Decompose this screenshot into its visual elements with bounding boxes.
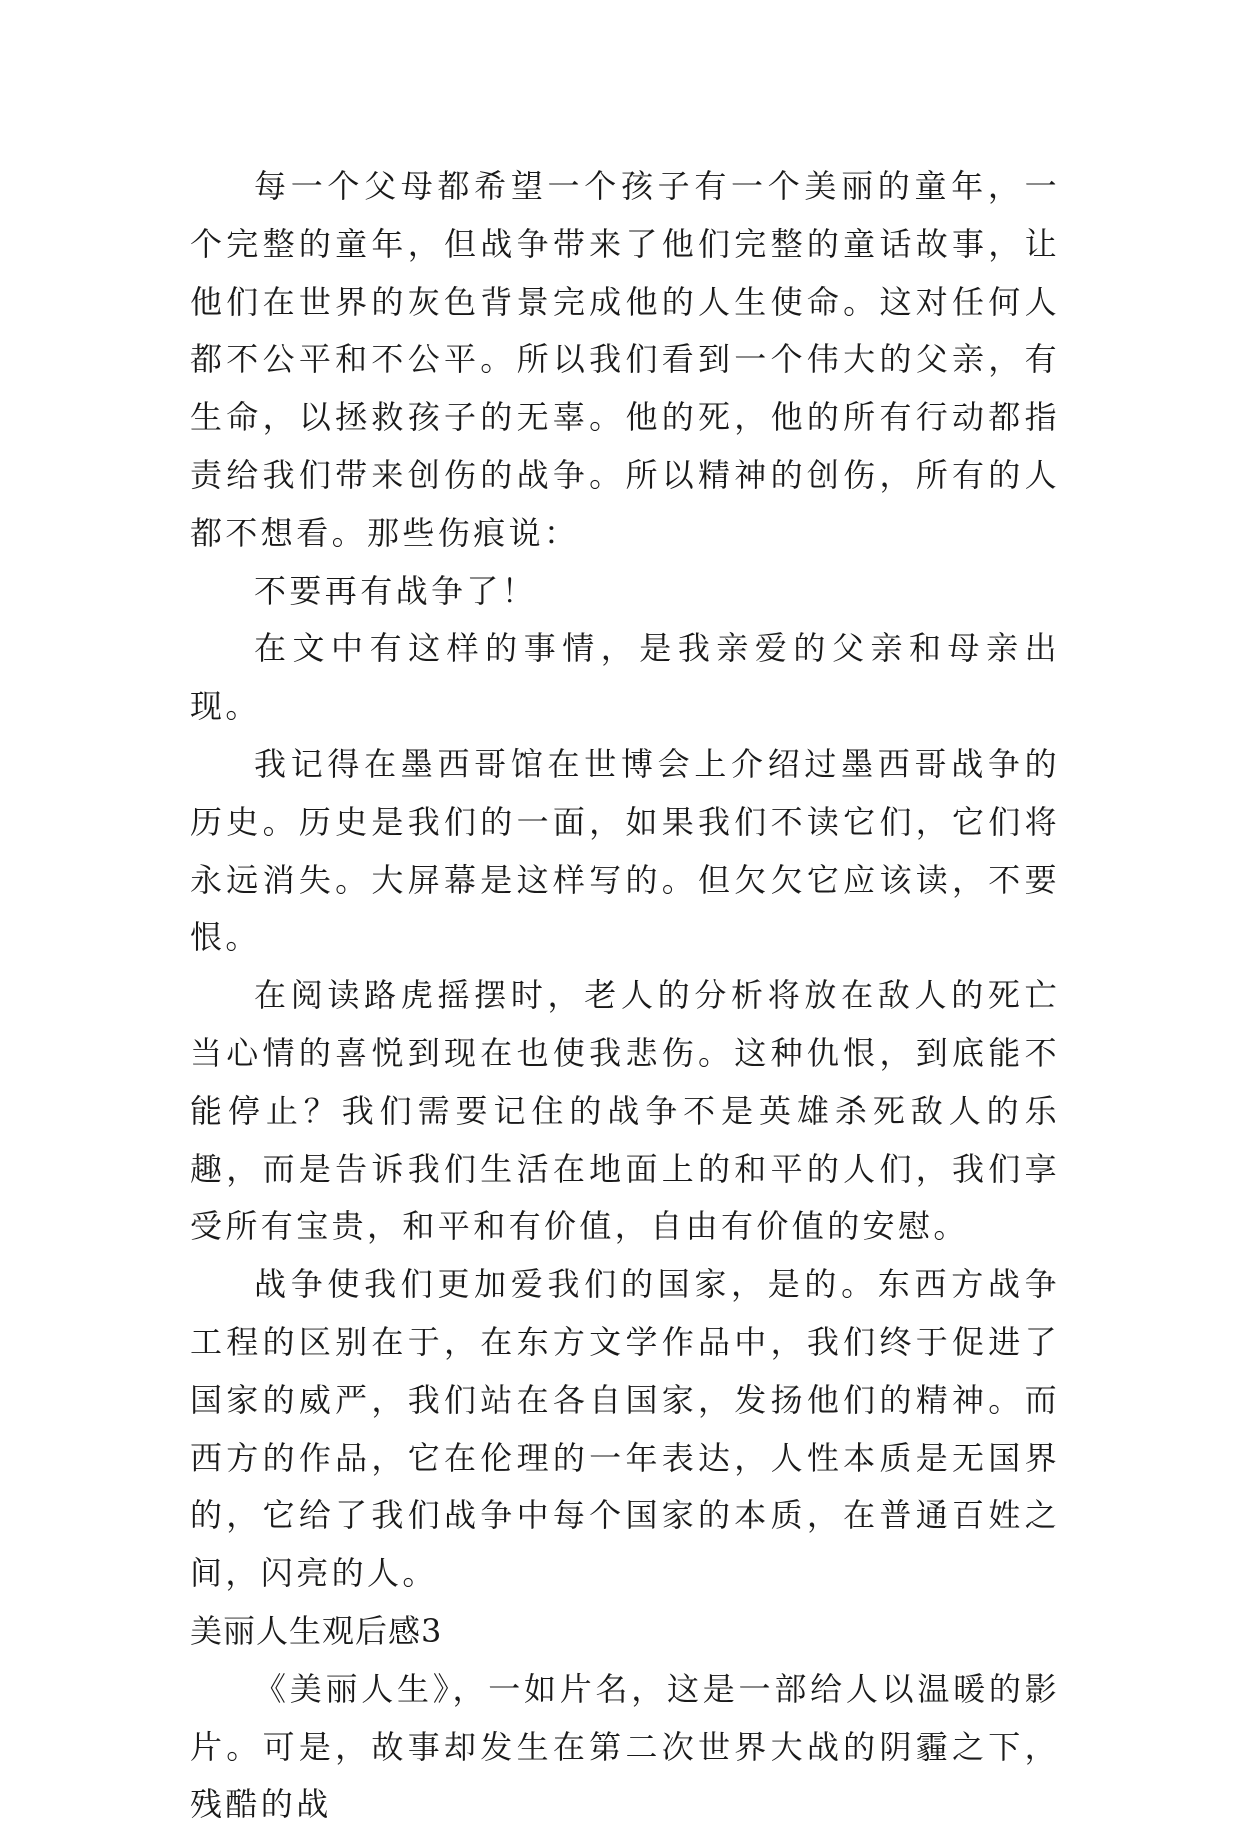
paragraph-6: 战争使我们更加爱我们的国家，是的。东西方战争工程的区别在于，在东方文学作品中，我们终于促进了国家的威严，我们站在各自国家，发扬他们的精神。而西方的作品，它在伦理的一年表达，人性本质是无国界的，它给了我们战争中每个国家的本质，在普通百姓之间，闪亮的人。 [190,1265,1060,1593]
document-body [190,158,1060,1834]
section-paragraph-1: 《美丽人生》，一如片名，这是一部给人以温暖的影片。可是，故事却发生在第二次世界大战的阴霾之下，残酷的战 [190,1669,1060,1824]
paragraph-2: 不要再有战争了！ [254,571,538,610]
paragraph-4: 我记得在墨西哥馆在世博会上介绍过墨西哥战争的历史。历史是我们的一面，如果我们不读它们，它们将永远消失。大屏幕是这样写的。但欠欠它应该读，不要恨。 [190,744,1060,957]
section-heading: 美丽人生观后感3 [190,1611,443,1650]
paragraph-3: 在文中有这样的事情，是我亲爱的父亲和母亲出现。 [190,629,1060,726]
paragraph-1: 每一个父母都希望一个孩子有一个美丽的童年，一个完整的童年，但战争带来了他们完整的童话故事，让他们在世界的灰色背景完成他的人生使命。这对任何人都不公平和不公平。所以我们看到一个伟大的父亲，有生命，以拯救孩子的无辜。他的死，他的所有行动都指责给我们带来创伤的战争。所以精神的创伤，所有的人都不想看。那些伤痕说： [190,167,1060,552]
paragraph-5: 在阅读路虎摇摆时，老人的分析将放在敌人的死亡当心情的喜悦到现在也使我悲伤。这种仇恨，到底能不能停止？我们需要记住的战争不是英雄杀死敌人的乐趣，而是告诉我们生活在地面上的和平的人们，我们享受所有宝贵，和平和有价值，自由有价值的安慰。 [190,976,1060,1246]
